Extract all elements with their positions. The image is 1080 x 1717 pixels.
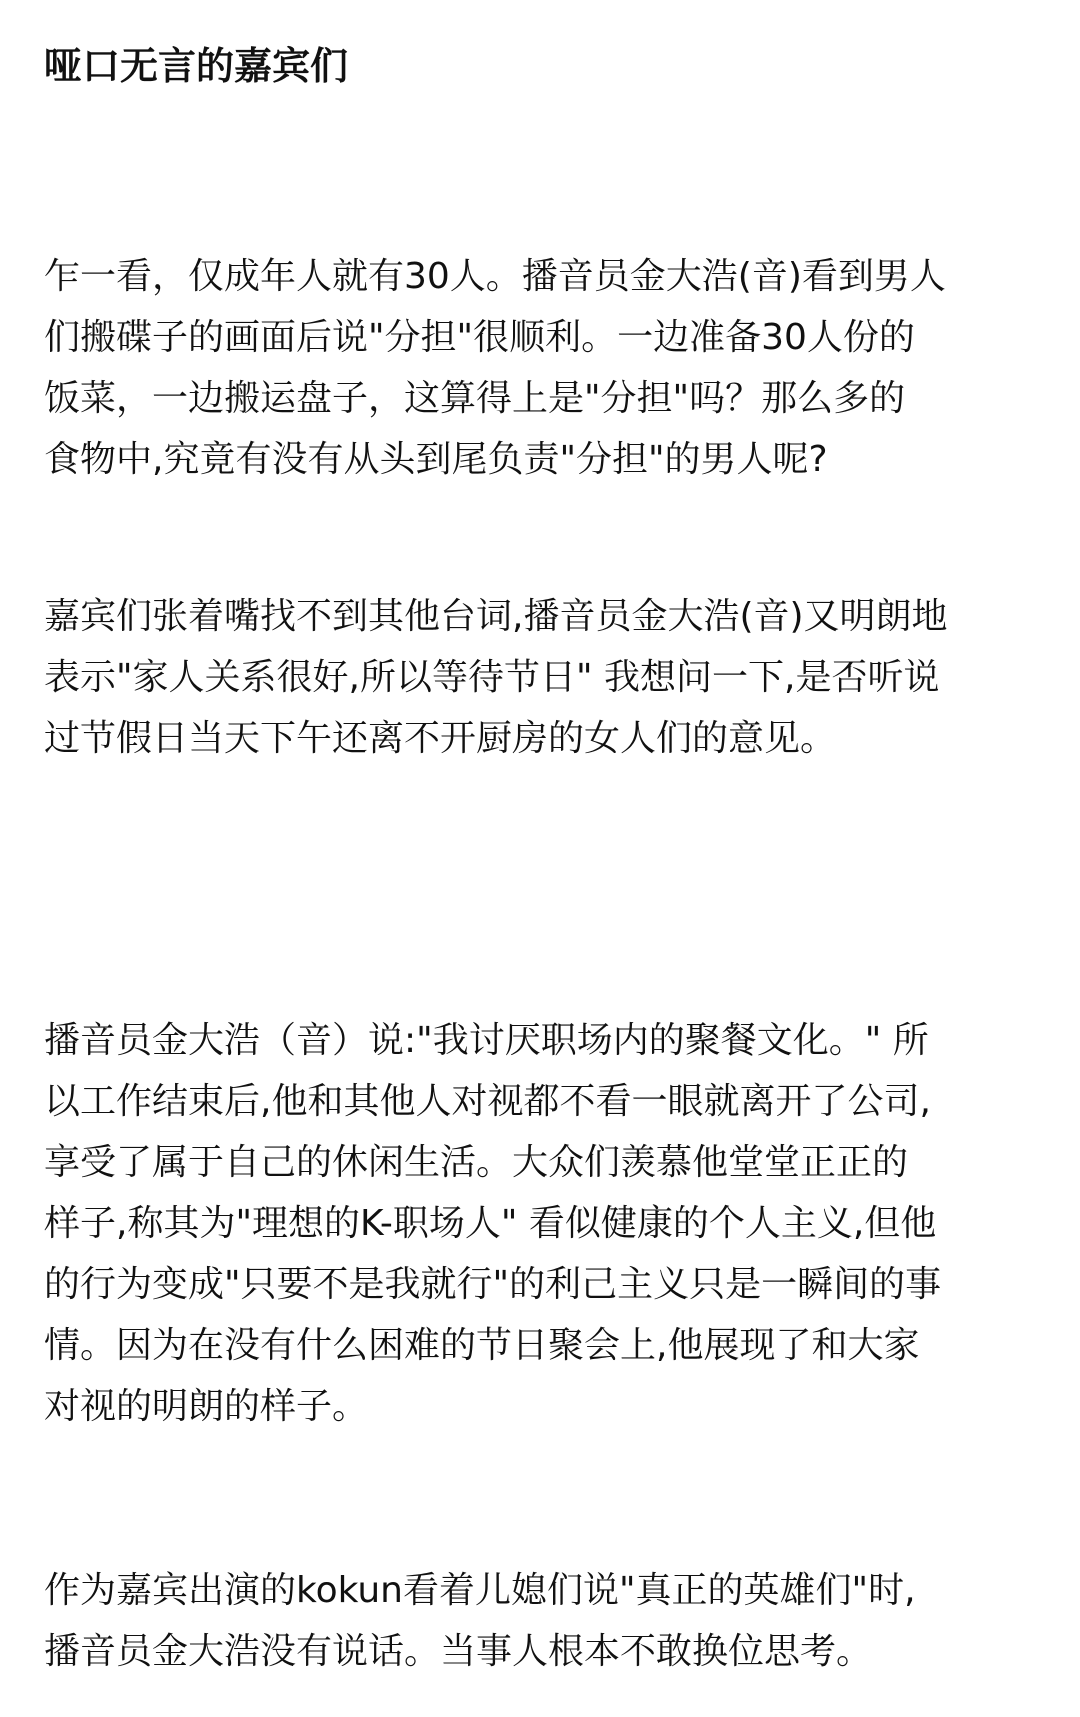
paragraph-line: 乍一看，仅成年人就有30人。播音员金大浩(音)看到男人 [44,256,946,297]
article-title: 哑口无言的嘉宾们 [44,44,349,88]
paragraph-line: 饭菜，一边搬运盘子，这算得上是"分担"吗？那么多的 [44,378,906,419]
paragraph-line: 情。因为在没有什么困难的节日聚会上,他展现了和大家 [44,1325,920,1366]
paragraph-line: 的行为变成"只要不是我就行"的利己主义只是一瞬间的事 [44,1264,942,1305]
paragraph-line: 作为嘉宾出演的kokun看着儿媳们说"真正的英雄们"时, [44,1570,916,1611]
paragraph-line: 过节假日当天下午还离不开厨房的女人们的意见。 [44,718,837,759]
paragraph-4 [44,1560,1044,1682]
paragraph-line: 以工作结束后,他和其他人对视都不看一眼就离开了公司, [44,1081,931,1122]
paragraph-line: 嘉宾们张着嘴找不到其他台词,播音员金大浩(音)又明朗地 [44,596,948,637]
paragraph-line: 对视的明朗的样子。 [44,1386,369,1427]
paragraph-line: 样子,称其为"理想的K-职场人" 看似健康的个人主义,但他 [44,1203,937,1244]
paragraph-1 [44,246,1044,490]
paragraph-line: 享受了属于自己的休闲生活。大众们羡慕他堂堂正正的 [44,1142,909,1183]
paragraph-line: 播音员金大浩（音）说:"我讨厌职场内的聚餐文化。" 所 [44,1020,929,1061]
paragraph-3 [44,1010,1044,1437]
paragraph-line: 食物中,究竟有没有从头到尾负责"分担"的男人呢? [44,439,828,480]
paragraph-line: 们搬碟子的画面后说"分担"很顺利。一边准备30人份的 [44,317,915,358]
paragraph-line: 播音员金大浩没有说话。当事人根本不敢换位思考。 [44,1631,873,1672]
paragraph-line: 表示"家人关系很好,所以等待节日" 我想问一下,是否听说 [44,657,940,698]
paragraph-2 [44,586,1044,769]
